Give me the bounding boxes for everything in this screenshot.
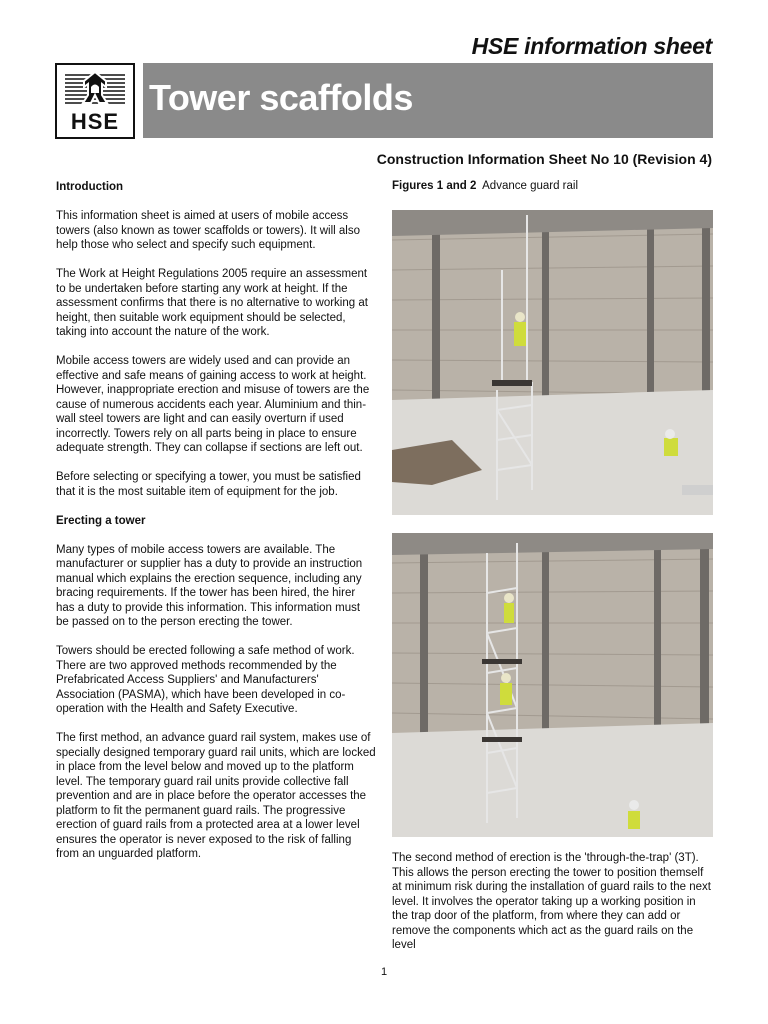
- right-column-paragraph: The second method of erection is the 'through-the-trap' (3T). This allows the person erecting the tower to position themself at minimum risk during the installation of guard rails to the next level. It involves the operator taking up a working position in the trap door of the platform, from where they can add or remove the components which act as the guard rails on the level: [392, 852, 711, 951]
- introduction-heading: Introduction: [56, 181, 124, 193]
- page-title: Tower scaffolds: [149, 77, 413, 118]
- title-band: [143, 63, 713, 138]
- erecting-heading: Erecting a tower: [56, 514, 146, 527]
- paragraph: Towers should be erected following a safe method of work. There are two approved methods recommended by the Prefabricated Access Suppliers' and Manufacturers' Association (PASMA), which have been developed in co-operation with the Health and Safety Executive.: [56, 645, 355, 715]
- figure-caption-label: Figures 1 and 2: [392, 180, 477, 192]
- paragraph: The Work at Height Regulations 2005 require an assessment to be undertaken before starting any work at height. If the assessment confirms that there is no alternative to working at height, then suitable work equipment should be selected, taking into account the nature of the work.: [56, 268, 368, 338]
- tower-scaffold-image: [392, 533, 713, 837]
- paragraph: The first method, an advance guard rail system, makes use of specially designed temporary guard rail units, which are locked in place from the level below and moved up to the platform level. The temporary guard rail units provide collective fall prevention and are in place before the operator accesses the platform to fit the permanent guard rails. The progressive erection of guard rails from a protected area at a lower level ensures the operator is never exposed to the risk of falling from an unguarded platform.: [56, 732, 376, 860]
- hse-logo: [55, 63, 135, 139]
- figure-caption: [392, 180, 578, 192]
- figure-2-photo: [392, 533, 713, 837]
- figure-1-photo: [392, 210, 713, 515]
- logo-text: HSE: [70, 109, 120, 134]
- sheet-subtitle: Construction Information Sheet No 10 (Revision 4): [376, 151, 712, 167]
- left-column: [56, 180, 376, 876]
- page-number: 1: [380, 966, 388, 978]
- paragraph: Many types of mobile access towers are available. The manufacturer or supplier has a duty to provide an instruction manual which explains the erection sequence, including any bracing requirements. If the tower has been hired, the hirer has a duty to provide this information. This information must be passed on to the person erecting the tower.: [56, 543, 363, 628]
- paragraph: Mobile access towers are widely used and can provide an effective and safe means of gaining access to work at height. However, inappropriate erection and misuse of towers are the cause of numerous accidents each year. Aluminium and thin-wall steel towers are light and can easily overturn if used incorrectly. Towers rely on all parts being in place to ensure adequate strength. They can collapse if sections are left out.: [56, 355, 370, 454]
- tower-scaffold-image: [392, 210, 713, 515]
- paragraph: Before selecting or specifying a tower, you must be satisfied that it is the most suitable item of equipment for the job.: [56, 471, 361, 498]
- sheet-type-label: HSE information sheet: [471, 33, 712, 59]
- paragraph: This information sheet is aimed at users of mobile access towers (also known as tower scaffolds or towers). It will also help those who select and specify such equipment.: [56, 210, 361, 251]
- figure-caption-text: Advance guard rail: [482, 180, 579, 192]
